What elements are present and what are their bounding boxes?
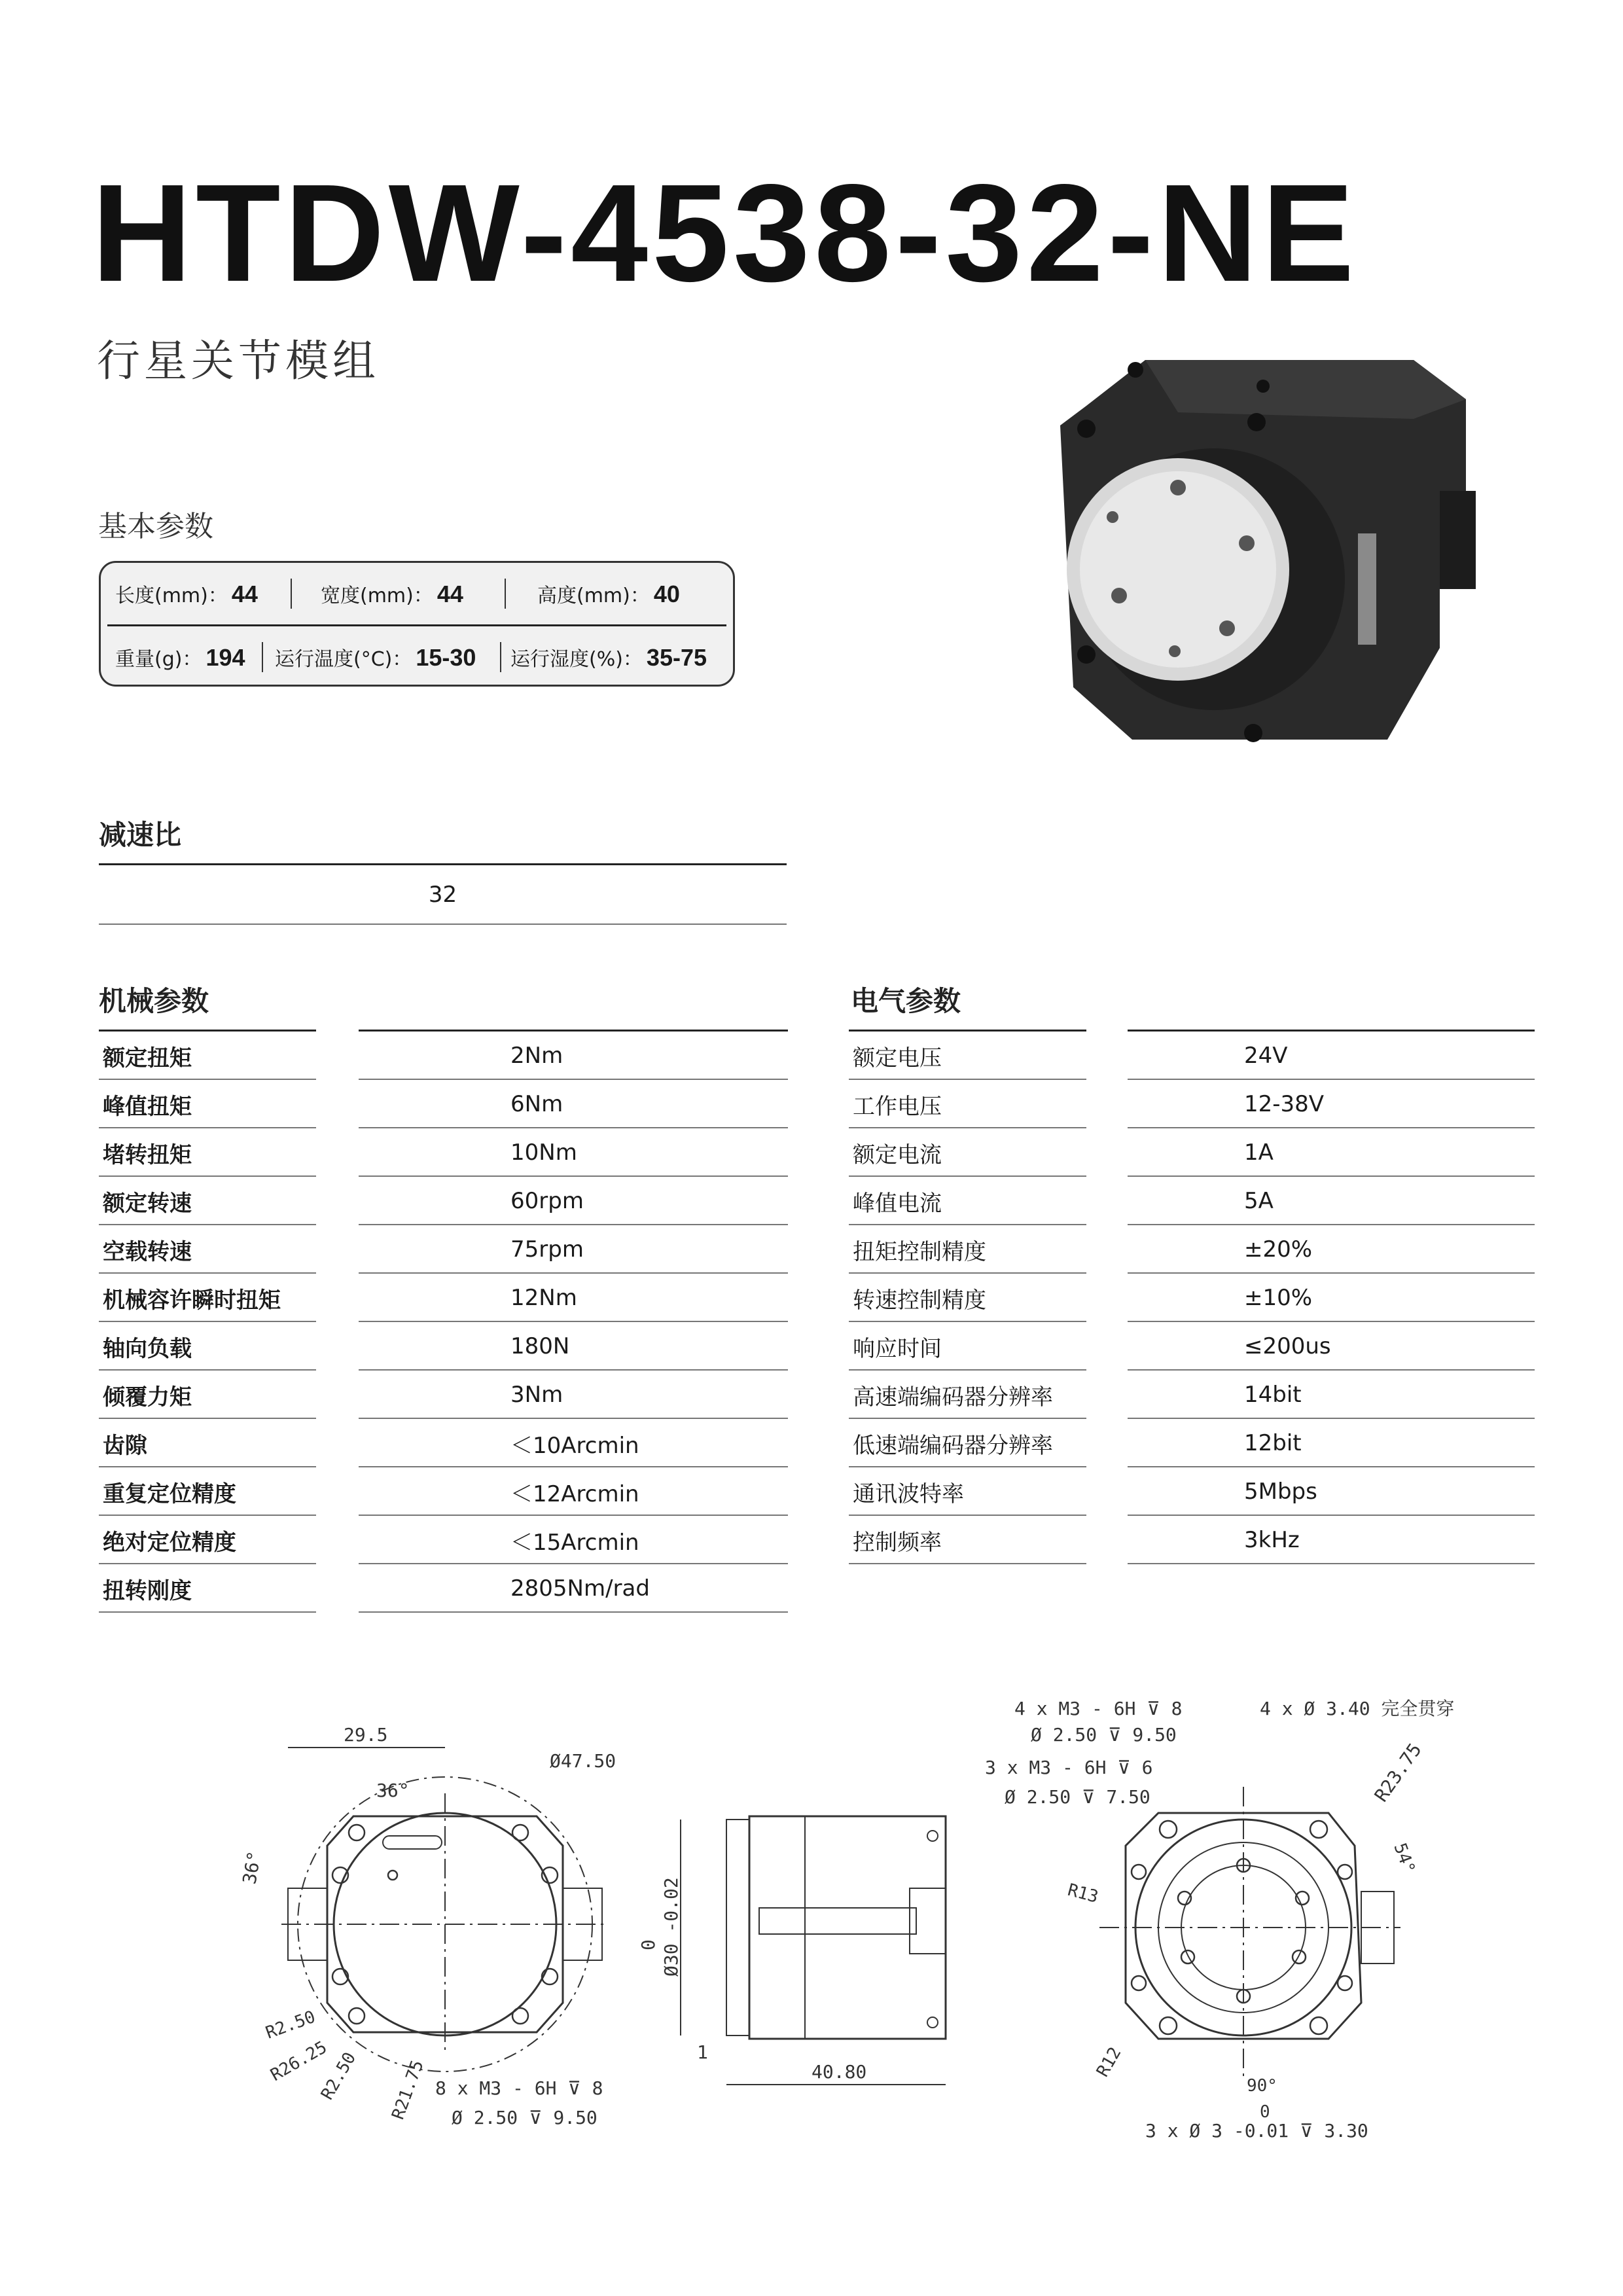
electrical-row-value: ±10%	[1244, 1285, 1313, 1311]
dim-text: 4 x M3 - 6H ⊽ 8	[1014, 1698, 1183, 1719]
mechanical-row-value: ＜10Arcmin	[510, 1432, 639, 1459]
electrical-row-value: 5Mbps	[1244, 1479, 1317, 1505]
front-view-drawing	[238, 1724, 616, 2128]
mechanical-row-label: 峰值扭矩	[103, 1093, 192, 1120]
mechanical-row-value: ＜12Arcmin	[510, 1480, 639, 1507]
mechanical-row-value: 12Nm	[510, 1285, 577, 1311]
electrical-row-value: 14bit	[1244, 1382, 1302, 1408]
dim-text: R2.50	[317, 2049, 361, 2104]
width-label: 宽度(mm)：	[321, 584, 433, 607]
mechanical-row-label: 空载转速	[103, 1238, 192, 1265]
length-label: 长度(mm)：	[115, 584, 228, 607]
mechanical-row-value: 6Nm	[510, 1091, 563, 1117]
mechanical-row-value: 180N	[510, 1333, 570, 1359]
electrical-row-label: 额定电流	[853, 1141, 942, 1168]
electrical-row-value: ±20%	[1244, 1236, 1313, 1263]
dim-text: 8 x M3 - 6H ⊽ 8	[435, 2077, 603, 2099]
basic-row-dimensions	[101, 563, 733, 624]
mechanical-row-label: 齿隙	[103, 1432, 147, 1459]
row-divider	[1128, 1321, 1535, 1322]
mechanical-row-value: 75rpm	[510, 1236, 584, 1263]
dim-text: Ø 2.50 ⊽ 9.50	[452, 2107, 597, 2128]
technical-drawings	[0, 1676, 1623, 2186]
weight-value: 194	[205, 644, 245, 671]
mechanical-row-label: 轴向负载	[103, 1335, 192, 1362]
dim-text: 0	[1260, 2102, 1270, 2122]
temperature-value: 15-30	[416, 644, 476, 671]
mechanical-row-value: ＜15Arcmin	[510, 1529, 639, 1556]
electrical-row-label: 工作电压	[853, 1093, 942, 1120]
dim-text: Ø 2.50 ⊽ 9.50	[1031, 1724, 1177, 1746]
dim-text: 54°	[1389, 1840, 1419, 1876]
electrical-row-label: 转速控制精度	[853, 1287, 986, 1314]
dim-text: R21.75	[388, 2057, 428, 2123]
mechanical-row-label: 机械容许瞬时扭矩	[103, 1287, 281, 1314]
mechanical-row-value: 2Nm	[510, 1043, 563, 1069]
dim-text: 90°	[1247, 2076, 1277, 2096]
row-divider	[359, 1321, 788, 1322]
electrical-row-label: 通讯波特率	[853, 1480, 964, 1507]
electrical-row-value: 12bit	[1244, 1430, 1302, 1456]
row-divider	[1128, 1369, 1535, 1371]
temperature-label: 运行温度(°C)：	[275, 648, 412, 671]
dim-text: 3 x M3 - 6H ⊽ 6	[985, 1757, 1153, 1778]
mechanical-row-label: 重复定位精度	[103, 1480, 236, 1507]
electrical-row-label: 高速端编码器分辨率	[853, 1384, 1053, 1410]
row-divider	[1128, 1272, 1535, 1274]
row-divider	[1128, 1466, 1535, 1467]
dim-text: 29.5	[344, 1724, 388, 1746]
electrical-row-value: 24V	[1244, 1043, 1288, 1069]
row-divider	[359, 1079, 788, 1080]
dim-text: R12	[1093, 2043, 1126, 2081]
electrical-row-value: 5A	[1244, 1188, 1274, 1214]
dim-text: R23.75	[1370, 1739, 1426, 1806]
electrical-heading: 电气参数	[851, 985, 961, 1017]
electrical-row-value: ≤200us	[1244, 1333, 1331, 1359]
side-view-drawing	[637, 1816, 946, 2085]
humidity-label: 运行湿度(%)：	[510, 648, 643, 671]
mechanical-row-label: 绝对定位精度	[103, 1529, 236, 1556]
electrical-row-label: 额定电压	[853, 1045, 942, 1071]
divider	[1128, 1030, 1535, 1031]
dim-text: R2.50	[263, 2007, 318, 2043]
mechanical-row-label: 额定扭矩	[103, 1045, 192, 1071]
electrical-row-label: 控制频率	[853, 1529, 942, 1556]
basic-row-env	[101, 626, 733, 688]
row-divider	[359, 1369, 788, 1371]
dim-text: R26.25	[267, 2037, 330, 2086]
basic-params-heading: 基本参数	[98, 510, 213, 543]
reduction-ratio-value: 32	[428, 882, 457, 908]
dim-text: 1	[697, 2041, 708, 2063]
row-divider	[1128, 1127, 1535, 1128]
electrical-row-label: 扭矩控制精度	[853, 1238, 986, 1265]
mechanical-row-label: 倾覆力矩	[103, 1384, 192, 1410]
row-divider	[1128, 1563, 1535, 1564]
row-divider	[1128, 1515, 1535, 1516]
product-subtitle: 行星关节模组	[97, 336, 380, 386]
product-photo	[1047, 347, 1486, 756]
dim-text: 40.80	[812, 2061, 867, 2083]
mechanical-heading: 机械参数	[99, 985, 209, 1017]
electrical-row-value: 1A	[1244, 1139, 1274, 1166]
electrical-row-label: 低速端编码器分辨率	[853, 1432, 1053, 1459]
row-divider	[1128, 1224, 1535, 1225]
row-divider	[849, 1563, 1086, 1564]
mechanical-row-value: 2805Nm/rad	[510, 1575, 650, 1602]
weight-label: 重量(g)：	[115, 648, 202, 671]
dim-text: R13	[1065, 1880, 1101, 1907]
dim-text: Ø 2.50 ⊽ 7.50	[1005, 1786, 1150, 1808]
humidity-value: 35-75	[646, 644, 707, 671]
width-value: 44	[437, 581, 463, 607]
reduction-ratio-heading: 减速比	[99, 819, 182, 851]
mechanical-row-value: 10Nm	[510, 1139, 577, 1166]
mechanical-row-label: 扭转刚度	[103, 1577, 192, 1604]
height-value: 40	[653, 581, 680, 607]
dim-text: 36°	[238, 1849, 266, 1886]
dim-text: 36°	[376, 1780, 410, 1801]
electrical-row-label: 响应时间	[853, 1335, 942, 1362]
divider	[99, 924, 787, 925]
basic-params-box	[99, 561, 735, 687]
row-divider	[1128, 1079, 1535, 1080]
electrical-row-label: 峰值电流	[853, 1190, 942, 1217]
back-view-drawing	[985, 1698, 1454, 2142]
electrical-row-value: 3kHz	[1244, 1527, 1300, 1553]
dim-text: Ø47.50	[550, 1750, 616, 1772]
dim-text: 4 x Ø 3.40 完全贯穿	[1260, 1698, 1455, 1719]
electrical-row-value: 12-38V	[1244, 1091, 1325, 1117]
divider	[99, 863, 787, 865]
row-divider	[359, 1611, 788, 1613]
dim-text: Ø30 -0.02	[660, 1877, 682, 1977]
row-divider	[99, 1611, 316, 1613]
divider	[359, 1030, 788, 1031]
dim-text: 0	[637, 1939, 659, 1950]
mechanical-row-label: 额定转速	[103, 1190, 192, 1217]
length-value: 44	[231, 581, 258, 607]
row-divider	[1128, 1418, 1535, 1419]
mechanical-row-value: 60rpm	[510, 1188, 584, 1214]
row-divider	[1128, 1175, 1535, 1177]
product-title: HTDW-4538-32-NE	[92, 155, 1359, 310]
dim-text: 3 x Ø 3 -0.01 ⊽ 3.30	[1145, 2120, 1368, 2142]
mechanical-row-value: 3Nm	[510, 1382, 563, 1408]
height-label: 高度(mm)：	[537, 584, 650, 607]
mechanical-row-label: 堵转扭矩	[103, 1141, 192, 1168]
